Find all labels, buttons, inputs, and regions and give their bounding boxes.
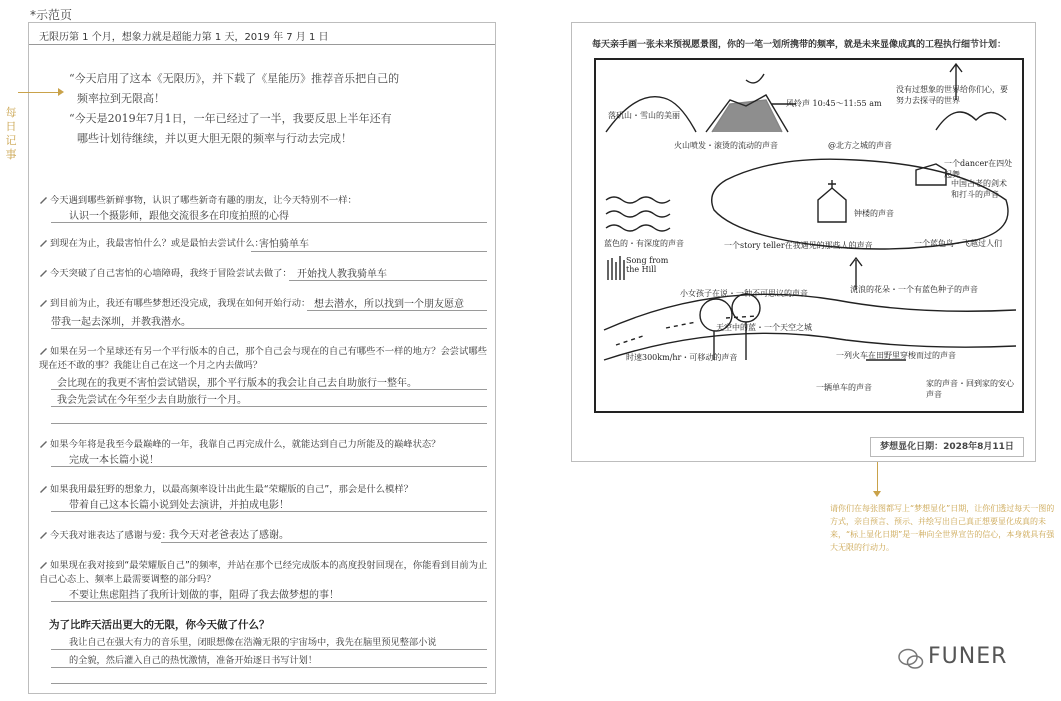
answer: 不要让焦虑阻挡了我所计划做的事，阻碍了我去做梦想的事！	[69, 590, 339, 601]
explanation: 请你们在每张图都写上“梦想显化”日期，让你们透过每天一图的方式，亲自预言、预示、并绘写出自己真正想要显化成真的未来，“标上显化日期”是一种向全世界宣告的信心，本身就具有强大无限的行动力。	[830, 504, 1055, 552]
daily-note: 哪些计划待继续，并以更大胆无限的频率与行动去完成！	[77, 132, 352, 145]
page-header: 无限历第 1 个月，想象力就是超能力第 1 天，2019 年 7 月 1 日	[29, 23, 495, 45]
answer: 会比现在的我更不害怕尝试错误，那个平行版本的我会让自己去自助旅行一整年。	[57, 378, 417, 389]
question	[39, 267, 489, 281]
pen-icon	[39, 439, 48, 448]
drawing-label: 小女孩子在说・一种不可思议的声音	[680, 289, 808, 298]
pen-icon	[39, 268, 48, 277]
sample-label: *示范页	[30, 8, 73, 22]
drawing-label: 风铃声 10:45〜11:55 am	[786, 99, 882, 108]
question-text: 今天遇到哪些新鲜事物，认识了哪些新奇有趣的朋友，让今天特别不一样：	[50, 195, 357, 206]
date-arrow	[877, 462, 878, 492]
pen-icon	[39, 238, 48, 247]
answer-line	[51, 667, 487, 668]
side-tag: 每日记事	[5, 106, 17, 161]
drawing-label: 天空中的蓝・一个天空之城	[716, 323, 812, 332]
answer-line	[51, 466, 487, 467]
answer: 想去潜水，所以找到一个朋友愿意	[314, 299, 464, 310]
answer: 我今天对老爸表达了感谢。	[169, 530, 289, 541]
drawing-label: 一个story teller在我遇见的那些人的声音	[724, 241, 873, 250]
question-text: 到目前为止，我还有哪些梦想还没完成，我现在如何开始行动：	[50, 298, 311, 309]
drawing-label: 流浪的花朵・一个有蓝色种子的声音	[850, 285, 978, 294]
answer-line	[51, 222, 487, 223]
answer: 害怕骑单车	[259, 239, 309, 250]
drawing-label: 一辆单车的声音	[816, 383, 872, 392]
question-text: 如果我用最狂野的想象力，以最高频率设计出此生最“荣耀版的自己”，那会是什么模样？	[50, 484, 413, 495]
answer: 带我一起去深圳，并教我潜水。	[51, 317, 191, 328]
final-question: 为了比昨天活出更大的无限，你今天做了什么？	[49, 619, 270, 631]
question-text: 如果在另一个星球还有另一个平行版本的自己，那个自己会与现在的自己有哪些不一样的地方？会尝试哪些现在还不敢的事？我能让自己在这一个月之内去做吗？	[39, 346, 487, 371]
answer-line	[51, 683, 487, 684]
drawing-label: 一列火车在田野里穿梭而过的声音	[836, 351, 956, 360]
drawing-label: 时速300km/hr・可移动的声音	[626, 353, 738, 362]
final-answer: 我让自己在强大有力的音乐里，闭眼想像在浩瀚无限的宇宙场中，我先在脑里预见整部小说	[69, 637, 437, 648]
drawing-label: 蓝色的・有深度的声音	[604, 239, 684, 248]
answer: 认识一个摄影师，跟他交流很多在印度拍照的心得	[69, 211, 289, 222]
pen-icon	[39, 484, 48, 493]
drawing-label: Song from the Hill	[626, 256, 669, 274]
daily-note: “今天启用了这本《无限历》，并下载了《星能历》推荐音乐把自己的	[69, 72, 400, 85]
question-text: 如果今年将是我至今最巅峰的一年，我靠自己再完成什么，就能达到自己力所能及的巅峰状态？	[50, 439, 441, 450]
watermark: FUNER	[928, 644, 1008, 669]
pen-icon	[39, 346, 48, 355]
drawing-label: @北方之城的声音	[828, 141, 892, 150]
answer-line	[51, 649, 487, 650]
vision-page	[571, 22, 1036, 462]
drawing-label: 家的声音・回到家的安心声音	[926, 379, 1014, 399]
drawing-label: 一个蓝色鸟・飞越过人们	[914, 239, 1002, 248]
answer-line	[307, 310, 487, 311]
answer-line	[161, 542, 487, 543]
answer: 完成一本长篇小说！	[69, 455, 159, 466]
answer-line	[251, 251, 487, 252]
pen-icon	[39, 560, 48, 569]
drawing-label: 没有过想象的世界给你们心，要努力去探寻的世界	[896, 85, 1008, 105]
pen-icon	[39, 530, 48, 539]
drawing-label: 一个dancer在四处起舞	[944, 159, 1013, 179]
answer-line	[51, 511, 487, 512]
final-answer: 的全貌，然后灌入自己的热忱激情，准备开始逐日书写计划！	[69, 655, 318, 666]
question-text: 如果现在我对接到“最荣耀版自己”的频率，并站在那个已经完成版本的高度投射回现在，你能看到目前为止自己心态上、频率上最需要调整的部分吗？	[39, 560, 488, 585]
answer-line	[51, 406, 487, 407]
drawing-label: 火山喷发・滚烫的流动的声音	[674, 141, 778, 150]
answer-line	[51, 601, 487, 602]
vision-title: 每天亲手画一张未来预视愿景图，你的一笔一划所携带的频率，就是未来显像成真的工程执行细节计划：	[592, 40, 1007, 50]
question	[39, 345, 489, 373]
drawing-label: 中国古老的剑术和打斗的声音	[951, 179, 1007, 199]
daily-note: “今天是2019年7月1日，一年已经过了一半，我要反思上半年还有	[69, 112, 392, 125]
vision-drawing	[594, 58, 1024, 413]
question	[39, 194, 489, 208]
answer: 开始找人教我骑单车	[297, 269, 387, 280]
question-text: 今天我对谁表达了感谢与爱：	[50, 530, 171, 541]
daily-note: 频率拉到无限高！	[77, 92, 165, 105]
diary-page	[28, 22, 496, 694]
answer-line	[289, 280, 487, 281]
question	[39, 438, 489, 452]
question	[39, 559, 489, 587]
manifest-date: 梦想显化日期：2028年8月11日	[870, 437, 1024, 457]
drawing-label: 落矶山・雪山的美丽	[608, 111, 680, 120]
question-text: 到现在为止，我最害怕什么？或是最怕去尝试什么：	[50, 238, 264, 249]
question-text: 今天突破了自己害怕的心墙障碍，我终于冒险尝试去做了：	[50, 268, 292, 279]
drawing-label: 钟楼的声音	[854, 209, 894, 218]
answer-line	[51, 389, 487, 390]
pen-icon	[39, 298, 48, 307]
side-arrow	[18, 92, 60, 93]
answer: 我会先尝试在今年至少去自助旅行一个月。	[57, 395, 247, 406]
answer-line	[51, 423, 487, 424]
answer: 带着自己这本长篇小说到处去演讲，并拍成电影！	[69, 500, 289, 511]
wechat-icon	[898, 648, 924, 670]
answer-line	[51, 328, 487, 329]
question	[39, 483, 489, 497]
pen-icon	[39, 195, 48, 204]
